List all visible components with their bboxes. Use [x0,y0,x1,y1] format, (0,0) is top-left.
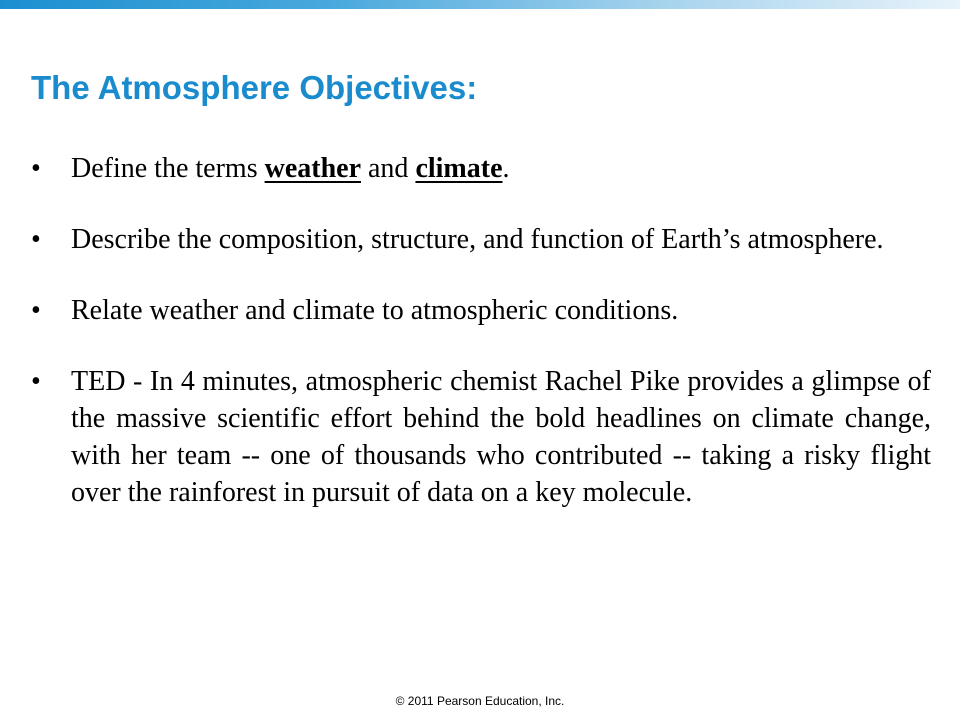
bullet-icon: • [31,295,41,326]
objective-describe-atmosphere [31,221,931,258]
term-climate: climate [415,153,503,184]
objective-text: TED - In 4 minutes, atmospheric chemist Rachel Pike provides a glimpse of the massive scientific effort behind the bold headlines on climate change, with her team -- one of thousands who contributed -- taking a risky flight over the rainforest in pursuit of data on a key molecule. [71,366,931,508]
objective-text: Describe the composition, structure, and function of Earth’s atmosphere. [71,224,884,255]
objective-relate-conditions [31,292,931,329]
objective-ted-talk [31,363,931,511]
slide-title: The Atmosphere Objectives: [31,69,478,106]
objective-text: Relate weather and climate to atmospheric conditions. [71,295,679,326]
objective-define-terms [31,150,931,187]
bullet-icon: • [31,366,41,397]
objective-text-suffix: . [502,153,510,184]
copyright-footer: © 2011 Pearson Education, Inc. [395,694,565,708]
term-weather: weather [264,153,361,184]
bullet-icon: • [31,224,41,255]
objective-text-middle: and [361,153,416,184]
top-accent-bar [0,0,960,9]
objectives-list [31,150,931,511]
objective-text-prefix: Define the terms [71,153,265,184]
bullet-icon: • [31,153,41,184]
